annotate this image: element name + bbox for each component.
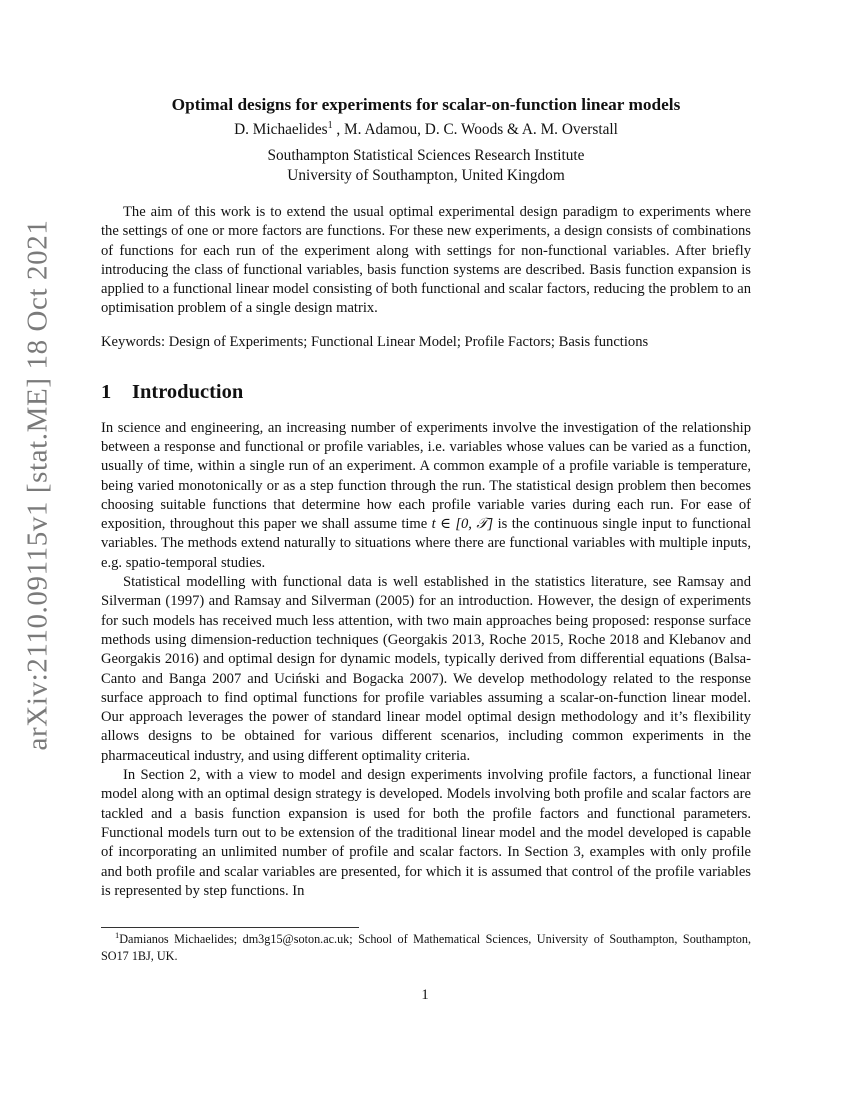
author-rest: , M. Adamou, D. C. Woods & A. M. Overstall xyxy=(332,121,618,138)
section-heading-introduction xyxy=(101,379,751,405)
footnote-divider xyxy=(101,927,359,928)
intro-paragraph-1-text-b: is the continuous single input to functional variables. The methods extend naturally to situations where there are functional variables with multiple inputs, e.g. spatio-temporal studies. xyxy=(101,516,751,571)
section-number: 1 xyxy=(101,380,112,403)
affiliation xyxy=(101,146,751,186)
affiliation-line-1: Southampton Statistical Sciences Research Institute xyxy=(267,147,585,164)
page-number: 1 xyxy=(421,987,429,1003)
section-title: Introduction xyxy=(132,380,244,403)
intro-paragraph-3: In Section 2, with a view to model and design experiments involving profile factors, a functional linear model along with an optimal design strategy is developed. Models involving both profile and scalar factors are tackled and a basis function expansion is used for both the profile factors and functional parameters. Functional models turn out to be extension of the traditional linear model and the model developed is capable of incorporating an unlimited number of profile and scalar factors. In Section 3, examples with only profile and both profile and scalar variables are presented, for which it is assumed that control of the profile variables is represented by step functions. In xyxy=(101,767,751,899)
keywords: Keywords: Design of Experiments; Functional Linear Model; Profile Factors; Basis functions xyxy=(101,334,649,351)
affiliation-line-2: University of Southampton, United Kingdom xyxy=(287,167,565,184)
intro-paragraph-2: Statistical modelling with functional data is well established in the statistics literature, see Ramsay and Silverman (1997) and Ramsay and Silverman (2005) for an introduction. However, the design of experiments for such models has received much less attention, with two main approaches being proposed: response surface methods using dimension-reduction techniques (Georgakis 2013, Roche 2015, Roche 2018 and Klebanov and Georgakis 2016) and optimal design for dynamic models, typically derived from differential equations (Balsa-Canto and Banga 2007 and Uciński and Bogacka 2007). We develop methodology related to the response surface approach to find optimal functions for profile variables assuming a scalar-on-function linear model. Our approach leverages the power of standard linear model optimal design methodology and it’s flexibility allows designs to be obtained for various different scenarios, including common experiments in the pharmaceutical industry, and using different optimality criteria. xyxy=(101,574,751,764)
intro-paragraph-1-math: t ∈ [0, 𝒯] xyxy=(431,516,494,533)
author-first: D. Michaelides xyxy=(234,121,328,138)
arxiv-stamp: arXiv:2110.09115v1 [stat.ME] 18 Oct 2021 xyxy=(21,219,54,751)
author-list xyxy=(101,120,751,140)
author-footnote-mark[interactable]: 1 xyxy=(327,119,333,131)
footnote-text: Damianos Michaelides; dm3g15@soton.ac.uk; School of Mathematical Sciences, University of Southampton, Southampton, SO17 1BJ, UK. xyxy=(101,932,751,963)
footnote xyxy=(101,931,751,964)
abstract: The aim of this work is to extend the usual optimal experimental design paradigm to experiments where the settings of one or more factors are functions. For these new experiments, a design consists of combinations of functions for each run of the experiment along with settings for non-functional variables. After briefly introducing the class of functional variables, basis function systems are described. Basis function expansion is applied to a functional linear model consisting of both functional and scalar factors, reducing the problem to an optimisation problem of a single design matrix. xyxy=(101,204,751,317)
footnote-mark: 1 xyxy=(115,929,120,940)
intro-paragraph-1-text-a: In science and engineering, an increasing number of experiments involve the investigation of the relationship between a response and functional or profile variables, i.e. variables whose values can be varied as a function, usually of time, within a single run of an experiment. A common example of a profile variable is temperature, being varied monotonically or as a step function through the run. The statistical design problem then becomes choosing suitable functions that determine how each profile variable varies during each run. For ease of exposition, throughout this paper we shall assume time xyxy=(101,419,751,533)
paper-page xyxy=(101,94,751,901)
intro-paragraph-1 xyxy=(101,419,751,573)
paper-title: Optimal designs for experiments for scalar-on-function linear models xyxy=(171,95,681,114)
